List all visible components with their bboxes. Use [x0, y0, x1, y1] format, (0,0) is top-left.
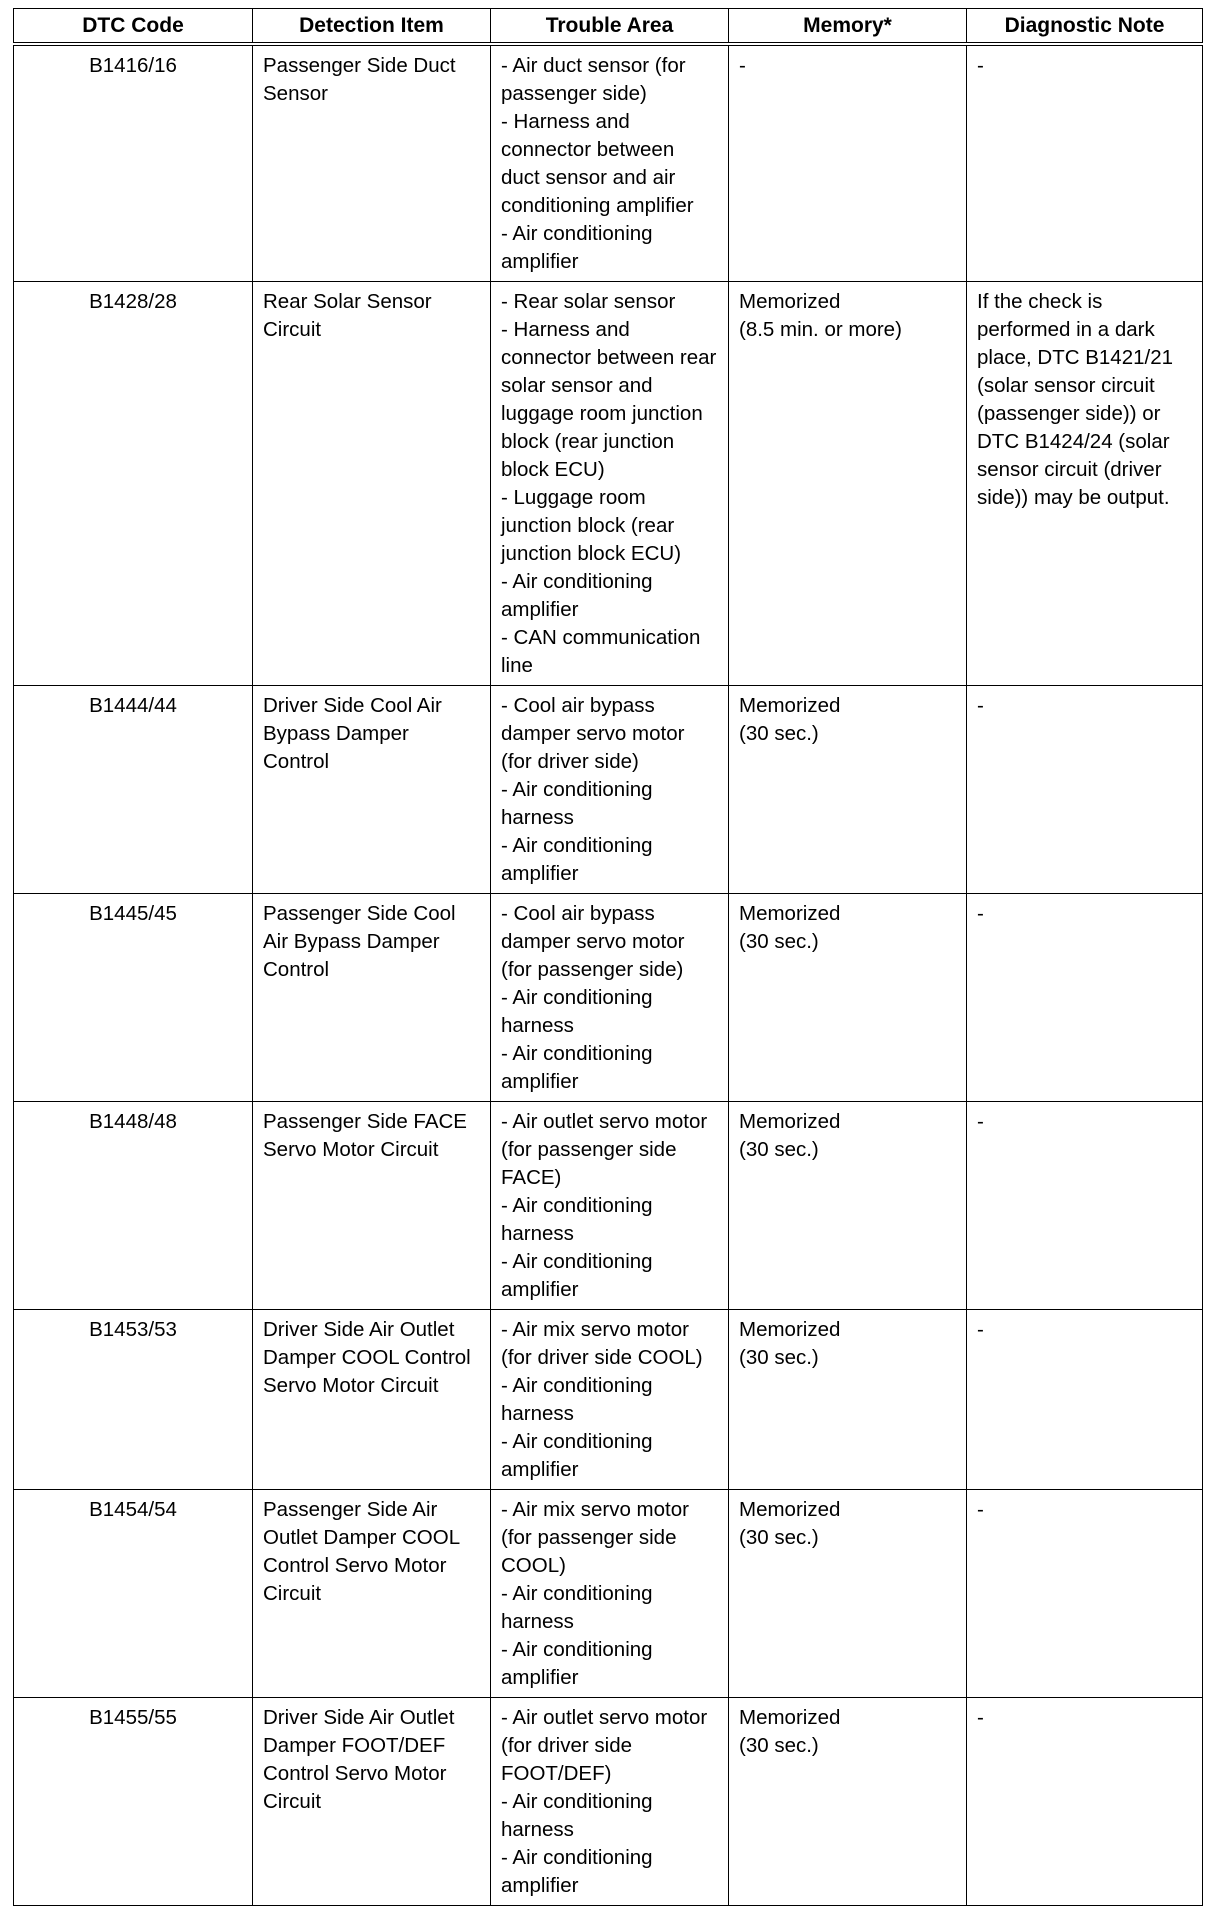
dtc-table: [13, 8, 1203, 1906]
memory-cell: [729, 1490, 967, 1698]
memory-cell: [729, 1310, 967, 1490]
trouble-area-item: - Air conditioning amplifier: [501, 1250, 653, 1301]
trouble-area-item: - Air conditioning amplifier: [501, 1638, 653, 1689]
memory-value: Memorized: [739, 694, 841, 717]
detection-item-cell: [253, 44, 491, 282]
trouble-area-item: - Air conditioning harness: [501, 1790, 653, 1841]
trouble-area-item: - Harness and connector between rear solar sensor and luggage room junction block (rear junction block ECU): [501, 318, 717, 481]
trouble-area-item: - Air outlet servo motor (for driver side FOOT/DEF): [501, 1706, 708, 1785]
trouble-area-cell: [491, 686, 729, 894]
diagnostic-note: If the check is performed in a dark place, DTC B1421/21 (solar sensor circuit (passenger side)) or DTC B1424/24 (solar sensor circuit (driver side)) may be output.: [977, 290, 1174, 509]
table-row: [14, 1490, 1203, 1698]
detection-item-cell: [253, 1698, 491, 1906]
detection-item-cell: [253, 282, 491, 686]
diagnostic-note: -: [977, 1110, 984, 1133]
dtc-code-cell: [14, 686, 253, 894]
table-row: [14, 44, 1203, 282]
header-memory: Memory*: [729, 9, 967, 45]
trouble-area-item: - Air conditioning harness: [501, 1582, 653, 1633]
trouble-area-cell: [491, 44, 729, 282]
memory-value: (30 sec.): [739, 1526, 819, 1549]
table-row: [14, 686, 1203, 894]
dtc-code-cell: [14, 1490, 253, 1698]
trouble-area-item: - Air conditioning harness: [501, 778, 653, 829]
memory-cell: [729, 1698, 967, 1906]
detection-item-cell: [253, 894, 491, 1102]
dtc-code: B1444/44: [89, 694, 177, 717]
header-trouble-area: Trouble Area: [491, 9, 729, 45]
dtc-code: B1453/53: [89, 1318, 177, 1341]
trouble-area-item: - Air duct sensor (for passenger side): [501, 54, 686, 105]
dtc-code: B1428/28: [89, 290, 177, 313]
trouble-area-item: - Air mix servo motor (for passenger side COOL): [501, 1498, 689, 1577]
dtc-code-cell: [14, 1310, 253, 1490]
trouble-area-item: - CAN communication line: [501, 626, 701, 677]
diagnostic-note: -: [977, 1706, 984, 1729]
header-row: [14, 9, 1203, 45]
dtc-code: B1448/48: [89, 1110, 177, 1133]
trouble-area-item: - Harness and connector between duct sensor and air conditioning amplifier: [501, 110, 694, 217]
table-body: [14, 44, 1203, 1906]
detection-item: Rear Solar Sensor Circuit: [263, 290, 432, 341]
table-row: [14, 1310, 1203, 1490]
memory-value: Memorized: [739, 1110, 841, 1133]
trouble-area-item: - Cool air bypass damper servo motor (for driver side): [501, 694, 685, 773]
trouble-area-item: - Air mix servo motor (for driver side COOL): [501, 1318, 703, 1369]
trouble-area-item: - Cool air bypass damper servo motor (for passenger side): [501, 902, 685, 981]
dtc-code-cell: [14, 894, 253, 1102]
dtc-code-cell: [14, 1102, 253, 1310]
table-row: [14, 894, 1203, 1102]
trouble-area-item: - Air conditioning harness: [501, 1194, 653, 1245]
memory-value: Memorized: [739, 1318, 841, 1341]
detection-item: Passenger Side Cool Air Bypass Damper Control: [263, 902, 456, 981]
trouble-area-item: - Rear solar sensor: [501, 290, 676, 313]
memory-cell: [729, 1102, 967, 1310]
trouble-area-item: - Luggage room junction block (rear junction block ECU): [501, 486, 682, 565]
diagnostic-note: -: [977, 1318, 984, 1341]
table-row: [14, 282, 1203, 686]
detection-item: Passenger Side Air Outlet Damper COOL Control Servo Motor Circuit: [263, 1498, 460, 1605]
detection-item: Passenger Side FACE Servo Motor Circuit: [263, 1110, 467, 1161]
diagnostic-note: -: [977, 694, 984, 717]
memory-value: (30 sec.): [739, 1734, 819, 1757]
memory-value: (30 sec.): [739, 930, 819, 953]
memory-value: Memorized: [739, 902, 841, 925]
memory-value: (8.5 min. or more): [739, 318, 902, 341]
detection-item: Driver Side Air Outlet Damper COOL Control Servo Motor Circuit: [263, 1318, 471, 1397]
detection-item-cell: [253, 686, 491, 894]
diagnostic-note-cell: [967, 44, 1203, 282]
detection-item: Passenger Side Duct Sensor: [263, 54, 456, 105]
dtc-code: B1455/55: [89, 1706, 177, 1729]
trouble-area-cell: [491, 1490, 729, 1698]
detection-item: Driver Side Cool Air Bypass Damper Control: [263, 694, 442, 773]
trouble-area-item: - Air conditioning amplifier: [501, 1042, 653, 1093]
detection-item-cell: [253, 1102, 491, 1310]
header-diagnostic-note: Diagnostic Note: [967, 9, 1203, 45]
trouble-area-item: - Air conditioning harness: [501, 986, 653, 1037]
dtc-code-cell: [14, 44, 253, 282]
memory-cell: [729, 282, 967, 686]
memory-value: Memorized: [739, 1498, 841, 1521]
trouble-area-cell: [491, 894, 729, 1102]
diagnostic-note-cell: [967, 1490, 1203, 1698]
trouble-area-item: - Air outlet servo motor (for passenger side FACE): [501, 1110, 708, 1189]
table-row: [14, 1698, 1203, 1906]
trouble-area-item: - Air conditioning amplifier: [501, 1430, 653, 1481]
trouble-area-item: - Air conditioning amplifier: [501, 570, 653, 621]
detection-item-cell: [253, 1490, 491, 1698]
table-row: [14, 1102, 1203, 1310]
memory-value: Memorized: [739, 1706, 841, 1729]
trouble-area-item: - Air conditioning amplifier: [501, 834, 653, 885]
dtc-code-cell: [14, 1698, 253, 1906]
diagnostic-note-cell: [967, 894, 1203, 1102]
trouble-area-cell: [491, 1310, 729, 1490]
diagnostic-note: -: [977, 1498, 984, 1521]
header-dtc-code: DTC Code: [14, 9, 253, 45]
trouble-area-item: - Air conditioning harness: [501, 1374, 653, 1425]
diagnostic-note: -: [977, 54, 984, 77]
detection-item: Driver Side Air Outlet Damper FOOT/DEF Control Servo Motor Circuit: [263, 1706, 455, 1813]
dtc-code: B1454/54: [89, 1498, 177, 1521]
diagnostic-note-cell: [967, 1102, 1203, 1310]
trouble-area-cell: [491, 282, 729, 686]
diagnostic-note-cell: [967, 282, 1203, 686]
diagnostic-note: -: [977, 902, 984, 925]
dtc-code: B1445/45: [89, 902, 177, 925]
trouble-area-cell: [491, 1102, 729, 1310]
header-detection-item: Detection Item: [253, 9, 491, 45]
memory-value: (30 sec.): [739, 1138, 819, 1161]
diagnostic-note-cell: [967, 1698, 1203, 1906]
trouble-area-item: - Air conditioning amplifier: [501, 222, 653, 273]
detection-item-cell: [253, 1310, 491, 1490]
memory-cell: [729, 686, 967, 894]
memory-value: Memorized: [739, 290, 841, 313]
diagnostic-note-cell: [967, 686, 1203, 894]
memory-cell: [729, 44, 967, 282]
table-header: [14, 9, 1203, 45]
dtc-code-cell: [14, 282, 253, 686]
memory-cell: [729, 894, 967, 1102]
trouble-area-cell: [491, 1698, 729, 1906]
diagnostic-note-cell: [967, 1310, 1203, 1490]
dtc-code: B1416/16: [89, 54, 177, 77]
memory-value: (30 sec.): [739, 1346, 819, 1369]
memory-value: -: [739, 54, 746, 77]
memory-value: (30 sec.): [739, 722, 819, 745]
trouble-area-item: - Air conditioning amplifier: [501, 1846, 653, 1897]
